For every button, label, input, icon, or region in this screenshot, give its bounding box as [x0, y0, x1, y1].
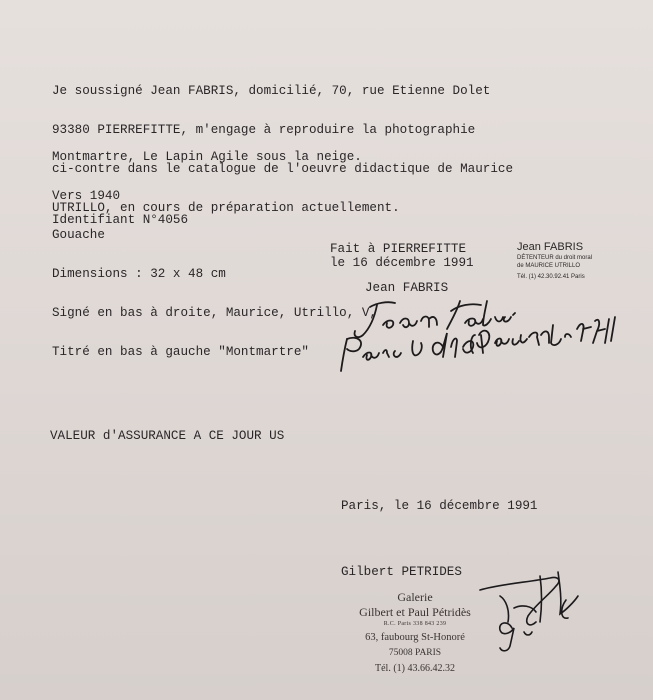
fabris-stamp-line: de MAURICE UTRILLO	[517, 263, 581, 269]
fabris-signature-handwriting	[325, 295, 625, 385]
fabris-stamp-line: Tél. (1) 42.30.92.41 Paris	[517, 274, 585, 280]
artwork-line: Gouache	[52, 228, 105, 242]
paris-date: Paris, le 16 décembre 1991	[341, 499, 538, 513]
fabris-stamp-name: Jean FABRIS	[517, 241, 584, 253]
insurance-value-line: VALEUR d'ASSURANCE A CE JOUR US	[50, 429, 285, 443]
artwork-line: Montmartre, Le Lapin Agile sous la neige.	[52, 150, 362, 164]
galerie-stamp	[350, 590, 480, 676]
galerie-stamp-line: Galerie	[397, 590, 433, 604]
artwork-line: Dimensions : 32 x 48 cm	[52, 267, 226, 281]
intro-line: Je soussigné Jean FABRIS, domicilié, 70, rue Etienne Dolet	[52, 84, 491, 98]
galerie-stamp-line: 75008 PARIS	[388, 648, 442, 658]
intro-line: UTRILLO, en cours de préparation actuellement.	[52, 201, 400, 215]
galerie-stamp-line: 63, faubourg St-Honoré	[365, 632, 465, 643]
fabris-stamp	[517, 241, 627, 281]
galerie-stamp-line: Tél. (1) 43.66.42.32	[375, 663, 455, 674]
intro-line: 93380 PIERREFITTE, m'engage à reproduire la photographie	[52, 123, 476, 137]
signatory-name: Jean FABRIS	[365, 281, 449, 295]
artwork-line: Vers 1940	[52, 189, 121, 203]
petrides-signature-handwriting	[470, 570, 590, 660]
fabris-stamp-line: DÉTENTEUR du droit moral	[517, 255, 593, 261]
artwork-line: Titré en bas à gauche "Montmartre"	[52, 345, 309, 359]
galerie-stamp-line: Gilbert et Paul Pétridès	[359, 605, 471, 619]
artwork-line: Signé en bas à droite, Maurice, Utrillo, V,	[52, 306, 377, 320]
gilbert-name: Gilbert PETRIDES	[341, 565, 462, 579]
galerie-stamp-line: R.C. Paris 338 843 239	[383, 621, 447, 627]
fait-line-2: le 16 décembre 1991	[330, 256, 474, 270]
identifier: Identifiant N°4056	[52, 213, 189, 227]
fait-line-1: Fait à PIERREFITTE	[330, 242, 467, 256]
intro-line: ci-contre dans le catalogue de l'oeuvre didactique de Maurice	[52, 162, 514, 176]
